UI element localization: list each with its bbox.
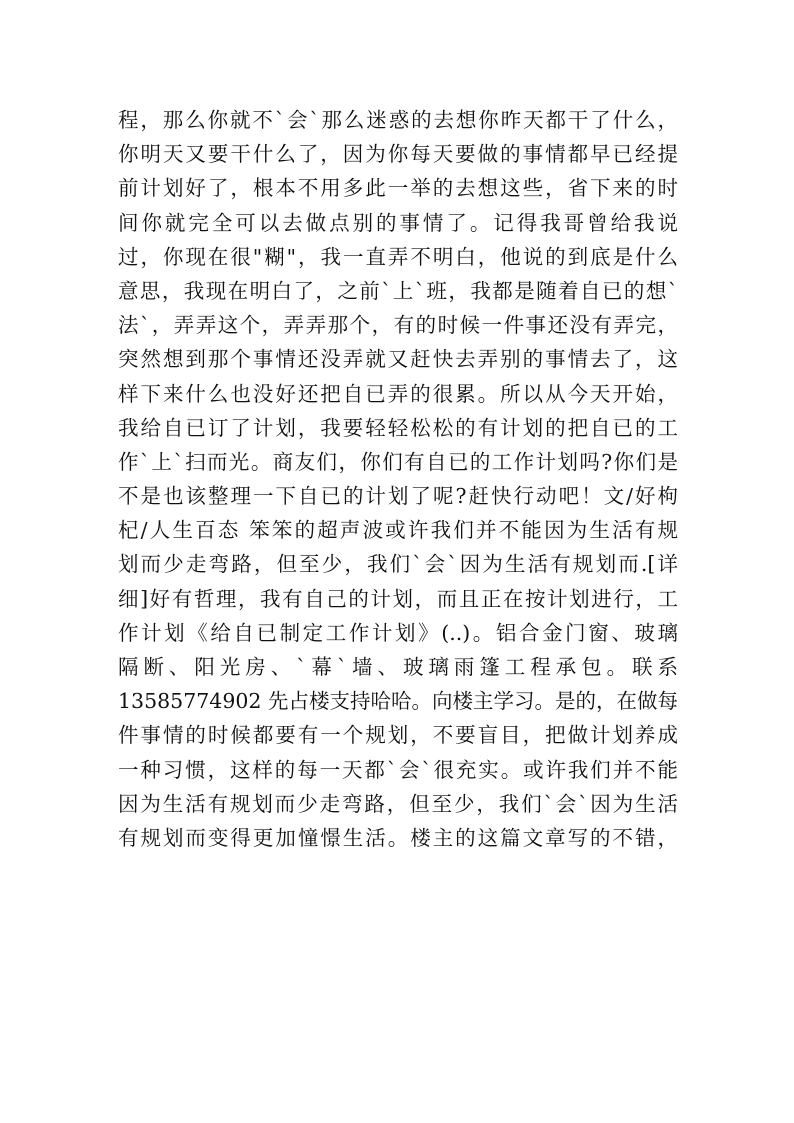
text-line: 作`上`扫而光。商友们，你们有自已的工作计划吗?你们是 (118, 449, 678, 474)
text-line: 不是也该整理一下自已的计划了呢?赶快行动吧！文/好枸 (118, 484, 678, 509)
body-text (118, 103, 678, 855)
text-line: 13585774902 先占楼支持哈哈。向楼主学习。是的，在做每 (118, 689, 678, 714)
text-line: 细]好有哲理，我有自己的计划，而且正在按计划进行，工 (118, 586, 678, 611)
text-line: 程，那么你就不`会`那么迷惑的去想你昨天都干了什么， (118, 108, 678, 132)
text-line: 件事情的时候都要有一个规划，不要盲目，把做计划养成 (118, 723, 678, 748)
text-line: 突然想到那个事情还没弄就又赶快去弄别的事情去了，这 (118, 347, 678, 372)
text-line: 意思，我现在明白了，之前`上`班，我都是随着自已的想` (118, 278, 678, 303)
text-line: 法`，弄弄这个，弄弄那个，有的时候一件事还没有弄完， (118, 313, 678, 338)
text-line: 过，你现在很"糊"，我一直弄不明白，他说的到底是什么 (118, 244, 678, 269)
text-line: 杞/人生百态 笨笨的超声波或许我们并不能因为生活有规 (118, 518, 678, 543)
text-line: 我给自已订了计划，我要轻轻松松的有计划的把自已的工 (118, 415, 678, 440)
text-line: 隔断、阳光房、`幕`墙、玻璃雨篷工程承包。联系 (118, 655, 678, 679)
text-line: 一种习惯，这样的每一天都`会`很充实。或许我们并不能 (118, 757, 678, 782)
text-line: 因为生活有规划而少走弯路，但至少，我们`会`因为生活 (118, 791, 678, 816)
text-line: 间你就完全可以去做点别的事情了。记得我哥曾给我说 (118, 210, 678, 235)
text-line: 有规划而变得更加憧憬生活。楼主的这篇文章写的不错， (118, 825, 678, 850)
text-line: 前计划好了，根本不用多此一举的去想这些，省下来的时 (118, 176, 678, 201)
text-line: 作计划《给自已制定工作计划》(..)。铝合金门窗、玻璃 (118, 620, 678, 645)
text-line: 你明天又要干什么了，因为你每天要做的事情都早已经提 (118, 142, 678, 167)
text-line: 样下来什么也没好还把自已弄的很累。所以从今天开始， (118, 381, 678, 406)
text-line: 划而少走弯路，但至少，我们`会`因为生活有规划而.[详 (118, 552, 678, 577)
